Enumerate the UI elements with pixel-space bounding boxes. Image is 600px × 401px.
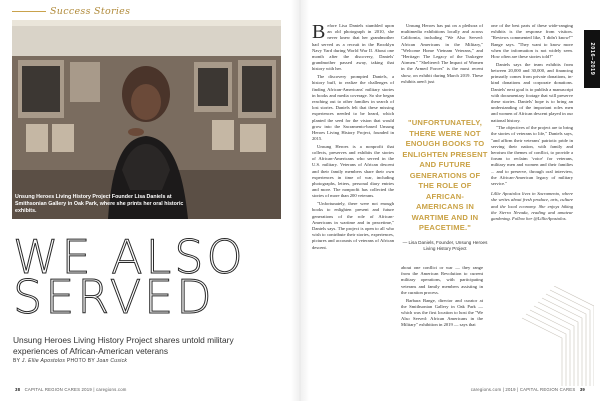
paragraph: about one conflict or war — they range from the American Revolution to current military operations, with participating veterans and family members assisting in the curation process. xyxy=(401,265,483,295)
pull-quote-text: "UNFORTUNATELY, THERE WERE NOT ENOUGH BOOKS TO ENLIGHTEN PRESENT AND FUTURE GENERATIONS OF THE ROLE OF AFRICAN-AMERICANS IN WARTIME AND IN PEACETIME." xyxy=(402,118,488,232)
author-bio: Lillie Apostolos lives in Sacramento, where she writes about fresh produce, arts, culture and the local economy. She enjoys hiking the Sierra Nevada, reading and amateur gardening. Follow her @LillieApostolos. xyxy=(491,191,573,222)
paragraph: Unsung Heroes is a nonprofit that collects, preserves and exhibits the stories of African-Americans who served in the U.S. military. Veterans of African descent and their family members share their own experiences in time of war, including photographs, letters, personal diary entries and more. The nonprofit has collected the stories of more than 200 veterans. xyxy=(312,143,394,199)
paragraph: one of the best parts of these wide-ranging exhibits is the response from visitors. "Reviews commented like, 'I didn't know!'" Bange says. "They want to know more when the information is not widely seen. How often are these stories told?" xyxy=(491,23,573,60)
paragraph: Barbara Bange, director and curator at the Smithsonian Gallery in Oak Park — which was the first location to host the "We Also Served: African Americans in the Military" exhibition in 2019 — says that xyxy=(401,297,483,328)
paragraph: The discovery prompted Daniels, a history buff, to realize the challenges of finding African-Americans' military stories in books and media coverage. So she began reaching out to other families in search of lost stories. Daniels felt that these missing experiences needed to be heard, which planted the seed for the vision that would grow into the Sacramento-based Unsung Heroes Living History Project, founded in 2015. xyxy=(312,74,394,142)
photo-caption: Unsung Heroes Living History Project Founder Lisa Daniels at Smithsonian Gallery in Oak Park, where she prints her oral historic exhibits. xyxy=(15,194,184,214)
footer-right xyxy=(471,387,588,392)
article-column-2-continued xyxy=(401,265,483,330)
headline-line-2: SERVED xyxy=(13,270,215,324)
headline xyxy=(13,230,246,324)
footer-left-text: CAPITAL REGION CARES 2019 | caregions.com xyxy=(24,387,127,392)
feature-photo xyxy=(12,20,281,219)
paragraph: Daniels says the team exhibits from between 20,000 and 30,000, and financing primarily comes from private donations, in-kind donations and corporate donations. Daniels' next goal is to publish a manuscript with documentary footage that will preserve these stories. Daniels' hope is to bring an understanding of the important roles men and women of African descent played in our national history. xyxy=(491,61,573,123)
photo-credit-name: Joan Cusick xyxy=(96,358,128,364)
article-column-2 xyxy=(401,23,483,87)
section-label: Success Stories xyxy=(50,6,131,17)
paragraph: "The objectives of the project are to bring the stories of veterans to life," Daniels says, "and affirm their veterans' patriotic pride in serving their nation, with family and heroism the themes of conflict, to provide a forum to reclaim 'voice' for veterans, military men and women and their families ... and to preserve, through oral interview, the African-American legacy of military service." xyxy=(491,125,573,187)
paragraph: Unsung Heroes has put on a plethora of multimedia exhibitions locally and across California, including "We Also Served: African Americans in the Military," "Welcome Home Vietnam Veterans," and "Heritage: The Legacy of the Tuskegee Airmen." "Sheltered: The Impact of Women in the Armed Forces" is the most recent show, on exhibit during March 2019. These exhibits aren't just xyxy=(401,23,483,84)
side-tab-label: 2016–2019 xyxy=(589,42,595,76)
footer-left xyxy=(12,387,127,392)
section-tag xyxy=(12,6,130,17)
footer-right-text: caregions.com | 2019 | CAPITAL REGION CARES xyxy=(470,387,576,392)
headline-line-1: WE ALSO xyxy=(13,230,246,284)
decorative-lines-graphic xyxy=(514,286,594,386)
paragraph: "Unfortunately, there were not enough books to enlighten present and future generations of the role of African-Americans in wartime and in peacetime," Daniels says. The project is open to all who wish to contribute their stories, experiences, pictures and accounts of veterans of African descent. xyxy=(312,201,394,250)
article-column-1 xyxy=(312,23,394,252)
paragraph: efore Lisa Daniels stumbled upon an old photograph in 2010, she never knew that her grandmother had served as a recruit in the Brooklyn Navy Yard during World War II. About one month after the discovery, Daniels' grandmother passed away, taking that history with her. xyxy=(312,23,394,72)
page-number-right: 39 xyxy=(579,387,585,392)
page-number-left: 38 xyxy=(15,387,21,392)
subhead: Unsung Heroes Living History Project shares untold military experiences of African-American veterans xyxy=(13,335,234,356)
byline-prefix: BY xyxy=(13,358,21,364)
right-page xyxy=(300,0,600,401)
byline xyxy=(13,358,127,364)
pull-quote xyxy=(402,118,488,253)
section-rule xyxy=(12,11,46,12)
pull-quote-attribution: — Lisa Daniels, Founder, Unsung Heroes Living History Project xyxy=(402,239,488,251)
byline-author: J. Ellie Apostolos xyxy=(21,358,66,364)
drop-cap: B xyxy=(312,21,326,43)
article-column-3 xyxy=(491,23,573,224)
photo-credit-prefix: PHOTO BY xyxy=(66,358,95,364)
photo-illustration xyxy=(12,20,281,219)
side-tab xyxy=(584,30,600,88)
